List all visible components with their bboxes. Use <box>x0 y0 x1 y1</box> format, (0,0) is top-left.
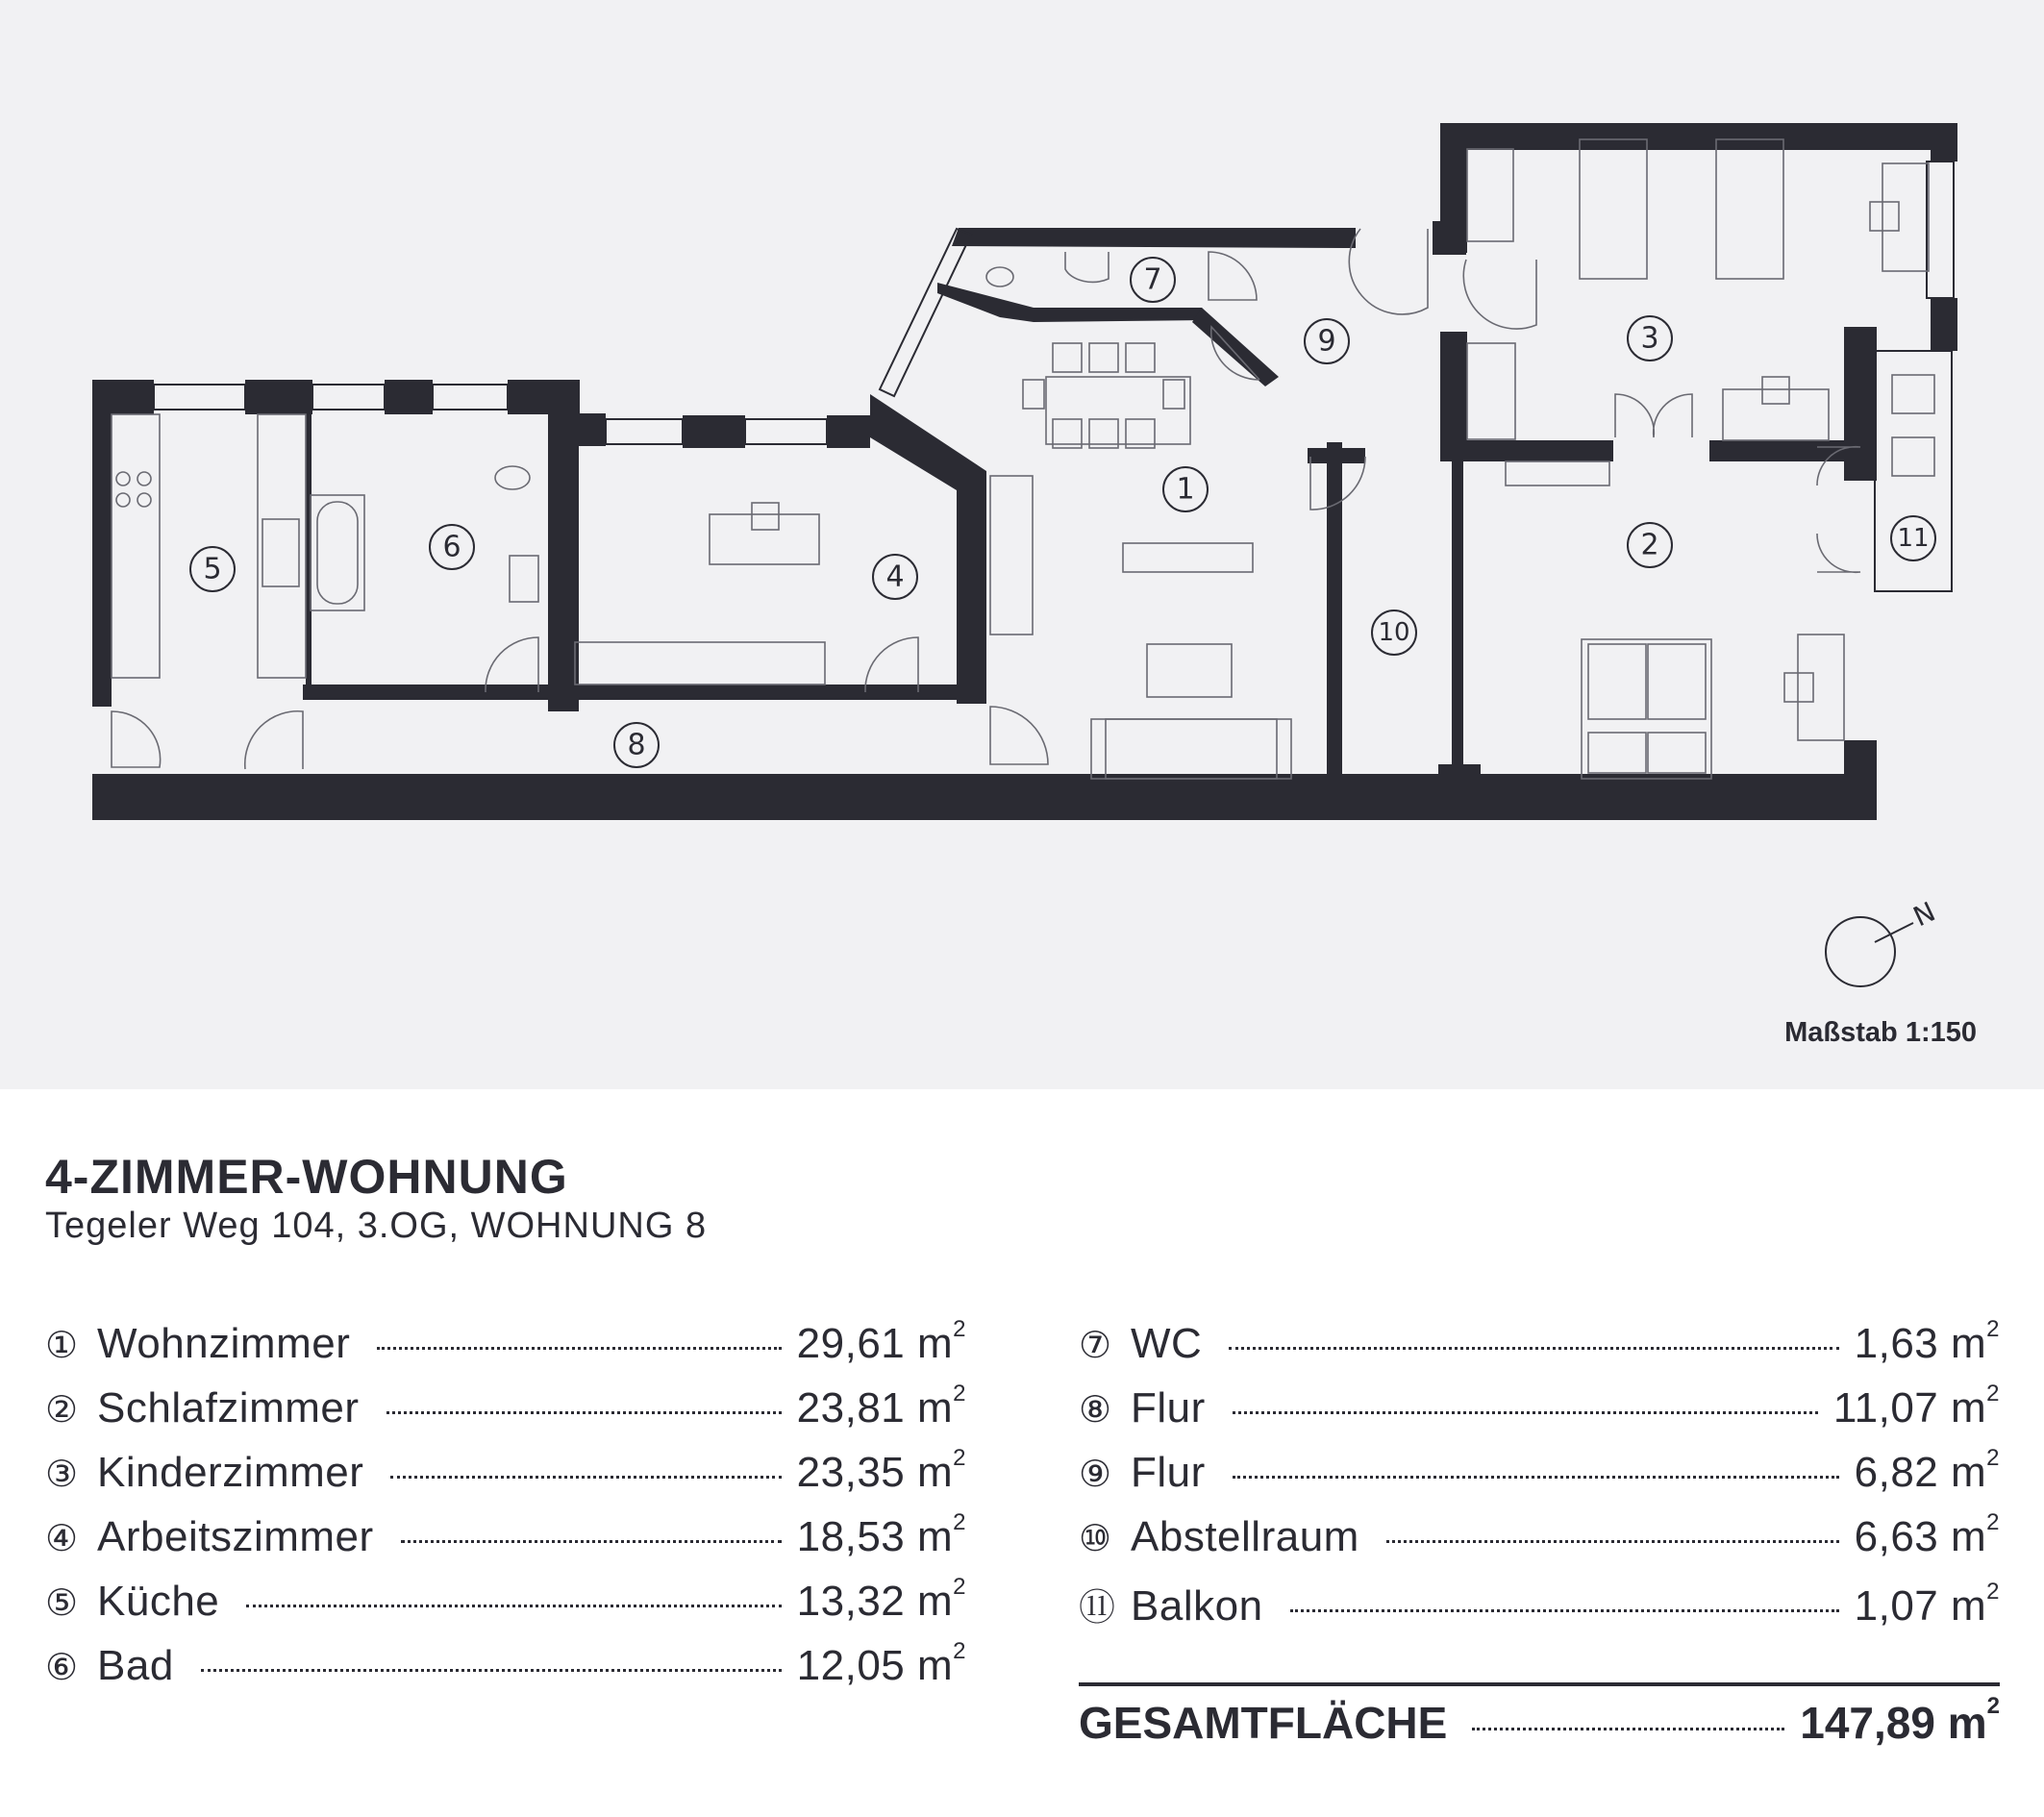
svg-text:3: 3 <box>1640 321 1659 356</box>
room-area: 1,63 $m^2$ <box>1854 1316 2000 1367</box>
room-area: 23,81 $m^2$ <box>796 1381 966 1431</box>
room-marker-9 <box>1305 319 1349 363</box>
room-marker-4 <box>873 555 917 599</box>
leader-dots <box>1233 1411 1818 1414</box>
room-marker-icon: ⑩ <box>1079 1517 1112 1559</box>
leader-dots <box>390 1476 781 1479</box>
room-marker-icon: ① <box>45 1324 79 1366</box>
leader-dots <box>1386 1540 1839 1543</box>
svg-text:2: 2 <box>1640 528 1659 562</box>
list-item <box>45 1509 966 1578</box>
list-item <box>45 1574 966 1642</box>
svg-text:8: 8 <box>627 728 646 762</box>
apartment-title: 4-ZIMMER-WOHNUNG <box>45 1150 568 1204</box>
list-item <box>1079 1509 2000 1578</box>
room-list-left <box>45 1316 966 1706</box>
total-divider <box>1079 1682 2000 1686</box>
leader-dots <box>201 1669 782 1672</box>
room-name: Abstellraum <box>1131 1513 1359 1560</box>
room-marker-1 <box>1163 467 1208 511</box>
room-name: Arbeitszimmer <box>97 1513 374 1560</box>
svg-text:7: 7 <box>1143 262 1162 297</box>
room-name: Balkon <box>1131 1582 1263 1630</box>
walls <box>92 123 1957 820</box>
room-marker-7 <box>1131 258 1175 302</box>
list-item <box>1079 1445 2000 1513</box>
svg-text:9: 9 <box>1317 324 1336 359</box>
list-item <box>1079 1578 2000 1642</box>
leader-dots <box>386 1411 782 1414</box>
leader-dots <box>1229 1347 1838 1350</box>
svg-text:6: 6 <box>442 530 461 564</box>
apartment-subtitle: Tegeler Weg 104, 3.OG, WOHNUNG 8 <box>45 1206 708 1246</box>
room-area: 23,35 $m^2$ <box>796 1445 966 1496</box>
room-marker-10 <box>1372 610 1416 655</box>
total-row <box>1079 1693 2000 1749</box>
room-marker-icon: ⑨ <box>1079 1453 1112 1495</box>
room-name: Küche <box>97 1578 220 1625</box>
room-area: 18,53 $m^2$ <box>796 1509 966 1560</box>
room-marker-2 <box>1628 523 1672 567</box>
svg-text:11: 11 <box>1897 524 1930 553</box>
room-area: 11,07 $m^2$ <box>1832 1381 2000 1431</box>
room-area: 12,05 $m^2$ <box>796 1638 966 1689</box>
list-item <box>45 1316 966 1384</box>
room-name: Schlafzimmer <box>97 1384 360 1431</box>
room-marker-11 <box>1891 516 1935 560</box>
room-marker-icon: ⑤ <box>45 1581 79 1624</box>
room-marker-icon: ⑦ <box>1079 1324 1112 1366</box>
total-area: 147,89 $m^2$ <box>1800 1693 2000 1748</box>
room-marker-icon: ⑧ <box>1079 1388 1112 1431</box>
leader-dots <box>246 1605 781 1607</box>
svg-text:4: 4 <box>885 560 905 594</box>
room-marker-3 <box>1628 316 1672 361</box>
room-area: 1,07 $m^2$ <box>1854 1579 2000 1630</box>
room-name: Kinderzimmer <box>97 1449 364 1496</box>
svg-text:5: 5 <box>203 552 222 586</box>
compass-icon <box>1826 896 1940 986</box>
room-name: Flur <box>1131 1384 1206 1431</box>
leader-dots <box>1290 1609 1839 1612</box>
room-name: Flur <box>1131 1449 1206 1496</box>
svg-text:1: 1 <box>1176 472 1195 507</box>
room-area: 6,82 $m^2$ <box>1854 1445 2000 1496</box>
room-marker-6 <box>430 525 474 569</box>
room-name: Bad <box>97 1642 174 1689</box>
leader-dots <box>1472 1728 1784 1730</box>
room-marker-icon: ④ <box>45 1517 79 1559</box>
room-list-right <box>1079 1316 2000 1642</box>
list-item <box>1079 1381 2000 1449</box>
room-marker-icon: ⑪ <box>1079 1586 1116 1629</box>
room-area: 6,63 $m^2$ <box>1854 1509 2000 1560</box>
compass-north-label: N <box>1908 895 1940 933</box>
room-marker-icon: ② <box>45 1388 79 1431</box>
svg-text:10: 10 <box>1378 618 1410 647</box>
list-item <box>45 1445 966 1513</box>
room-name: WC <box>1131 1320 1203 1367</box>
leader-dots <box>377 1347 781 1350</box>
total-label: GESAMTFLÄCHE <box>1079 1698 1448 1748</box>
room-area: 29,61 $m^2$ <box>796 1316 966 1367</box>
list-item <box>45 1638 966 1706</box>
scale-label: Maßstab 1:150 <box>1784 1017 1977 1048</box>
leader-dots <box>1233 1476 1839 1479</box>
room-area: 13,32 $m^2$ <box>796 1574 966 1625</box>
room-marker-5 <box>190 547 235 591</box>
list-item <box>45 1381 966 1449</box>
list-item <box>1079 1316 2000 1384</box>
room-marker-icon: ⑥ <box>45 1646 79 1688</box>
room-name: Wohnzimmer <box>97 1320 351 1367</box>
leader-dots <box>401 1540 782 1543</box>
room-marker-8 <box>614 723 659 767</box>
room-marker-icon: ③ <box>45 1453 79 1495</box>
